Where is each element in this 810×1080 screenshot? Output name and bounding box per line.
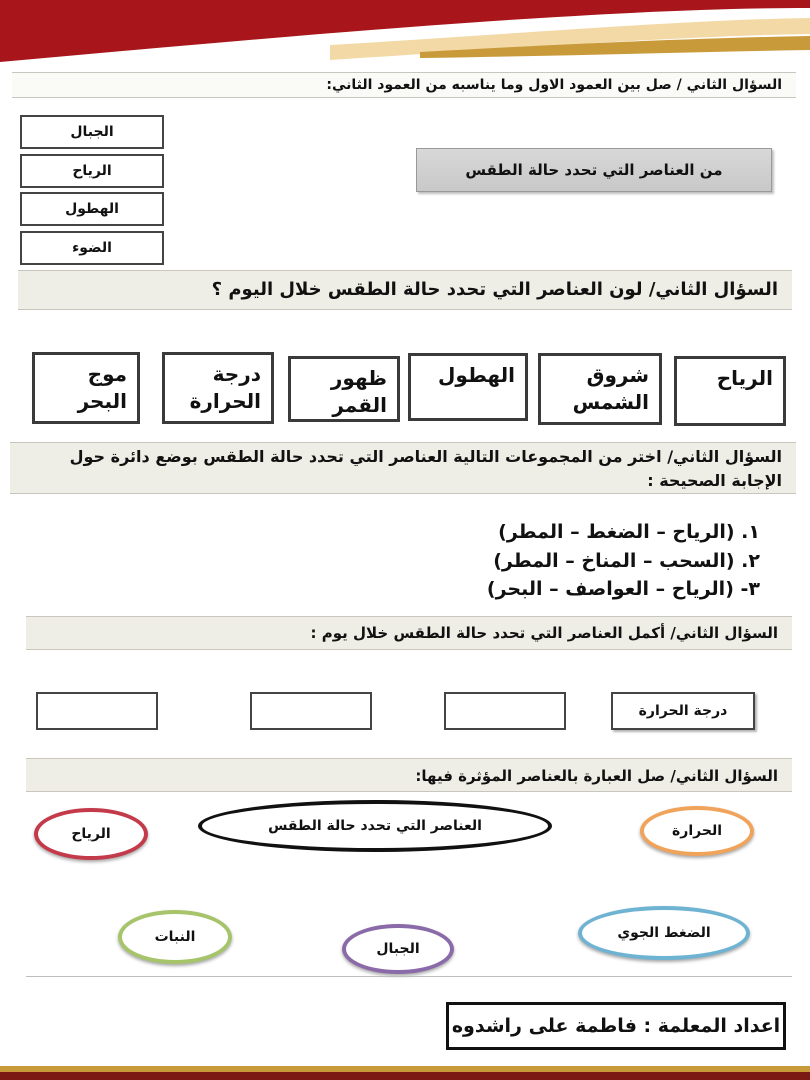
q1-item-light: الضوء: [20, 231, 164, 265]
q5-oval-temperature[interactable]: الحرارة: [640, 806, 754, 856]
q5-title-bar: [26, 758, 792, 792]
q5-center-oval: العناصر التي تحدد حالة الطقس: [198, 800, 552, 852]
q2-box-winds: الرياح: [674, 356, 786, 426]
q4-given-temperature: درجة الحرارة: [611, 692, 755, 730]
q1-title: السؤال الثاني / صل بين العمود الاول وما يناسبه من العمود الثاني:: [326, 77, 782, 93]
footer-decoration: [0, 1066, 810, 1080]
header-decoration: [0, 0, 810, 70]
q5-oval-mountains[interactable]: الجبال: [342, 924, 454, 974]
q4-title: السؤال الثاني/ أكمل العناصر التي تحدد حالة الطقس خلال يوم :: [310, 624, 778, 642]
q3-title-bar: [10, 442, 796, 494]
q4-title-bar: [26, 616, 792, 650]
q5-oval-air-pressure[interactable]: الضغط الجوي: [578, 906, 750, 960]
q2-box-temperature: درجة الحرارة: [162, 352, 274, 424]
q1-item-mountains: الجبال: [20, 115, 164, 149]
q1-item-winds: الرياح: [20, 154, 164, 188]
q3-option: ٢. (السحب – المناخ – المطر): [493, 549, 760, 572]
q5-title: السؤال الثاني/ صل العبارة بالعناصر المؤثرة فيها:: [415, 767, 778, 785]
q1-right-label: من العناصر التي تحدد حالة الطقس: [416, 148, 772, 192]
q5-oval-plants[interactable]: النبات: [118, 910, 232, 964]
q2-box-sunrise: شروق الشمس: [538, 353, 662, 425]
q4-blank-2[interactable]: [250, 692, 372, 730]
q5-oval-winds[interactable]: الرياح: [34, 808, 148, 860]
q2-box-precipitation: الهطول: [408, 353, 528, 421]
q3-options: [420, 518, 760, 604]
q4-blank-3[interactable]: [444, 692, 566, 730]
q3-option: ١. (الرياح – الضغط – المطر): [498, 521, 760, 543]
q3-title: السؤال الثاني/ اختر من المجموعات التالية العناصر التي تحدد حالة الطقس بوضع دائرة حول الإجابة الصحيحة :: [69, 447, 782, 490]
q1-title-bar: [12, 72, 796, 98]
divider: [26, 976, 792, 977]
teacher-credit: اعداد المعلمة : فاطمة على راشدوه: [451, 1015, 781, 1037]
q2-box-moonrise: ظهور القمر: [288, 356, 400, 422]
q2-box-sea-waves: موج البحر: [32, 352, 140, 424]
teacher-credit-box: [446, 1002, 786, 1050]
q2-title-bar: [18, 270, 792, 310]
q3-option: ٣- (الرياح – العواصف – البحر): [486, 578, 760, 600]
q2-title: السؤال الثاني/ لون العناصر التي تحدد حالة الطقس خلال اليوم ؟: [211, 279, 778, 300]
q1-item-precipitation: الهطول: [20, 192, 164, 226]
q4-blank-1[interactable]: [36, 692, 158, 730]
